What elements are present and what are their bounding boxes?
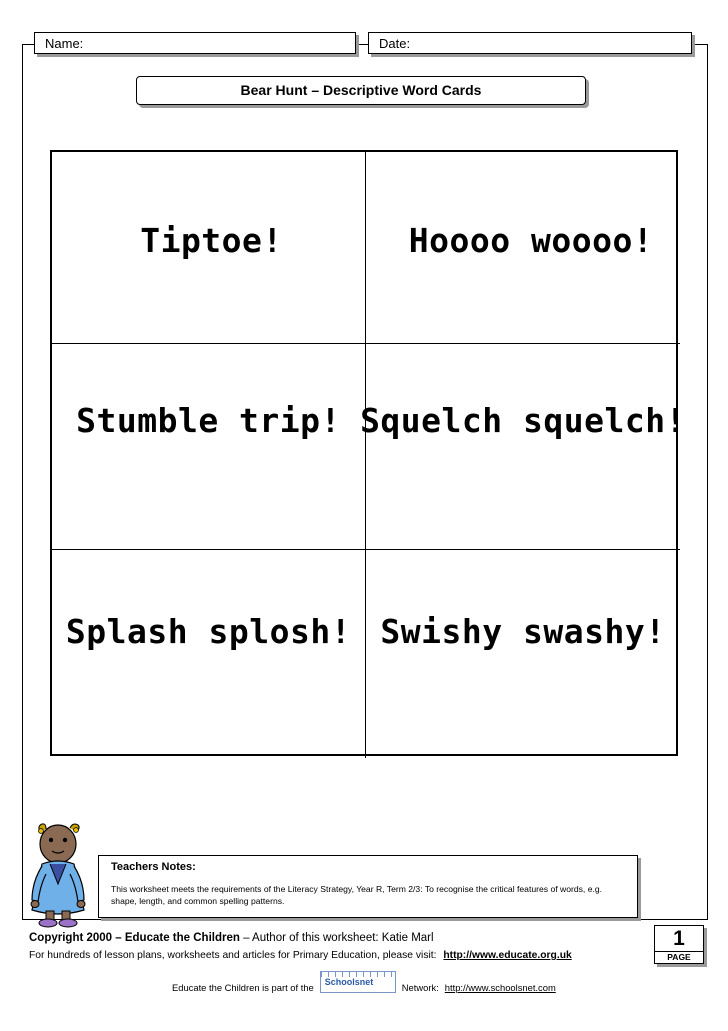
word-card: Squelch squelch! bbox=[366, 344, 680, 550]
date-label: Date: bbox=[379, 36, 411, 51]
word-cards-grid bbox=[50, 150, 686, 756]
logo-text: Schoolsnet bbox=[324, 977, 374, 987]
network-suffix: Network: bbox=[401, 982, 439, 993]
word-card: Hoooo woooo! bbox=[366, 152, 680, 344]
page-badge bbox=[654, 925, 704, 964]
page-label: PAGE bbox=[655, 951, 703, 963]
notes-text: This worksheet meets the requirements of the Literacy Strategy, Year R, Term 2/3: To recognise the critical features of words, e.g. shape, length, and common spelling patterns. bbox=[111, 884, 603, 906]
schoolsnet-link[interactable]: http://www.schoolsnet.com bbox=[444, 982, 556, 993]
copyright-line bbox=[29, 932, 434, 944]
name-label: Name: bbox=[45, 36, 84, 51]
copyright-holder: Copyright 2000 – Educate the Children bbox=[29, 932, 240, 944]
teacher-illustration bbox=[24, 818, 92, 930]
visit-text: For hundreds of lesson plans, worksheets and articles for Primary Education, please visit: bbox=[29, 950, 437, 961]
schoolsnet-logo bbox=[320, 971, 396, 993]
word-card: Splash splosh! bbox=[52, 550, 366, 758]
date-field[interactable] bbox=[368, 32, 692, 54]
network-prefix: Educate the Children is part of the bbox=[172, 982, 314, 993]
visit-line bbox=[29, 950, 572, 961]
word-card: Tiptoe! bbox=[52, 152, 366, 344]
page-number: 1 bbox=[673, 927, 685, 950]
educate-link[interactable]: http://www.educate.org.uk bbox=[443, 950, 572, 961]
worksheet-title: Bear Hunt – Descriptive Word Cards bbox=[136, 76, 586, 105]
name-field[interactable] bbox=[34, 32, 356, 54]
word-card: Stumble trip! bbox=[52, 344, 366, 550]
network-line bbox=[172, 977, 556, 993]
teachers-notes bbox=[98, 855, 638, 918]
author-credit: – Author of this worksheet: Katie Marl bbox=[239, 932, 434, 944]
word-card: Swishy swashy! bbox=[380, 611, 666, 651]
notes-title: Teachers Notes: bbox=[111, 861, 196, 873]
